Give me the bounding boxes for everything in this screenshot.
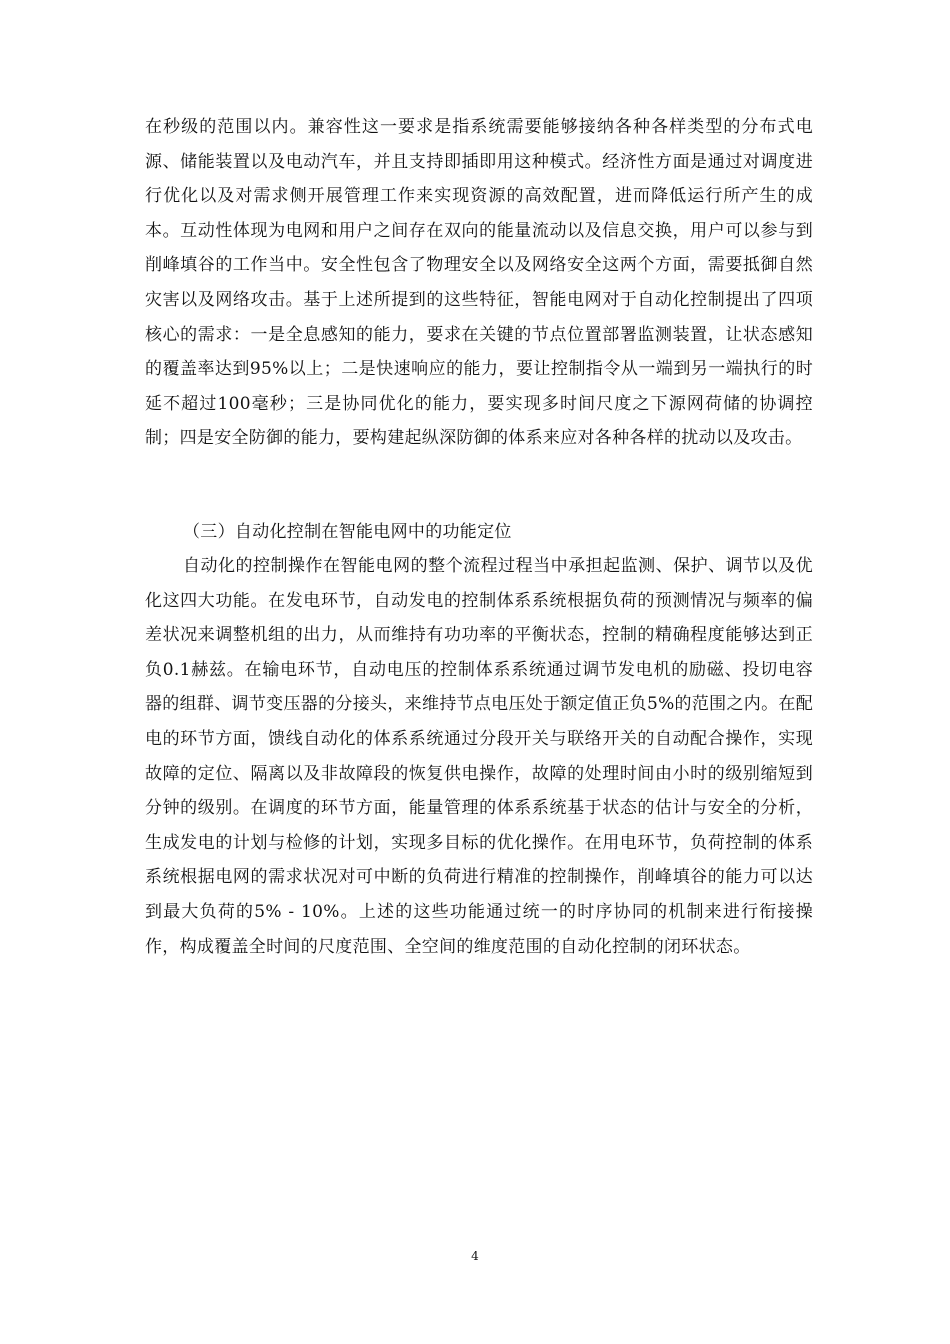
section-heading: （三）自动化控制在智能电网中的功能定位	[183, 522, 512, 542]
body-paragraph-continued: 在秒级的范围以内。兼容性这一要求是指系统需要能够接纳各种各样类型的分布式电源、储能装置以及电动汽车，并且支持即插即用这种模式。经济性方面是通过对调度进行优化以及对需求侧开展管理工作来实现资源的高效配置，进而降低运行所产生的成本。互动性体现为电网和用户之间存在双向的能量流动以及信息交换，用户可以参与到削峰填谷的工作当中。安全性包含了物理安全以及网络安全这两个方面，需要抵御自然灾害以及网络攻击。基于上述所提到的这些特征，智能电网对于自动化控制提出了四项核心的需求：一是全息感知的能力，要求在关键的节点位置部署监测装置，让状态感知的覆盖率达到95%以上；二是快速响应的能力，要让控制指令从一端到另一端执行的时延不超过100毫秒；三是协同优化的能力，要实现多时间尺度之下源网荷储的协调控制；四是安全防御的能力，要构建起纵深防御的体系来应对各种各样的扰动以及攻击。	[145, 117, 813, 449]
page-number: 4	[471, 1249, 479, 1263]
section-paragraph: 自动化的控制操作在智能电网的整个流程过程当中承担起监测、保护、调节以及优化这四大功能。在发电环节，自动发电的控制体系系统根据负荷的预测情况与频率的偏差状况来调整机组的出力，从而维持有功功率的平衡状态，控制的精确程度能够达到正负0.1赫兹。在输电环节，自动电压的控制体系系统通过调节发电机的励磁、投切电容器的组群、调节变压器的分接头，来维持节点电压处于额定值正负5%的范围之内。在配电的环节方面，馈线自动化的体系系统通过分段开关与联络开关的自动配合操作，实现故障的定位、隔离以及非故障段的恢复供电操作，故障的处理时间由小时的级别缩短到分钟的级别。在调度的环节方面，能量管理的体系系统基于状态的估计与安全的分析，生成发电的计划与检修的计划，实现多目标的优化操作。在用电环节，负荷控制的体系系统根据电网的需求状况对可中断的负荷进行精准的控制操作，削峰填谷的能力可以达到最大负荷的5% - 10%。上述的这些功能通过统一的时序协同的机制来进行衔接操作，构成覆盖全时间的尺度范围、全空间的维度范围的自动化控制的闭环状态。	[145, 556, 813, 957]
